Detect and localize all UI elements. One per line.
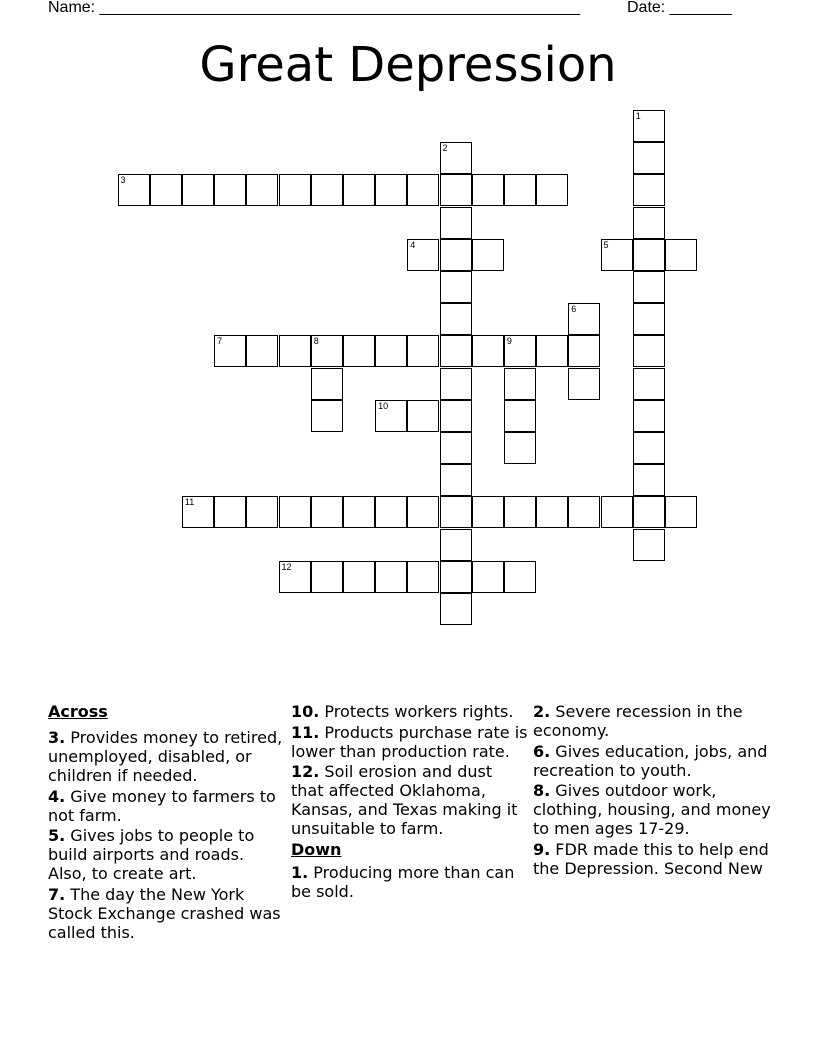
grid-cell[interactable] (440, 142, 472, 174)
clue-number-label: 11 (184, 497, 195, 508)
grid-cell[interactable] (279, 496, 311, 528)
grid-cell[interactable] (407, 239, 439, 271)
grid-cell[interactable] (440, 400, 472, 432)
grid-cell[interactable] (375, 174, 407, 206)
clue-down-1 (291, 863, 529, 901)
grid-cell[interactable] (601, 496, 633, 528)
grid-cell[interactable] (311, 335, 343, 367)
grid-cell[interactable] (440, 464, 472, 496)
clue-text: Give money to farmers to not farm. (48, 786, 276, 825)
grid-cell[interactable] (343, 335, 375, 367)
clue-text: Soil erosion and dust that affected Oklahoma, Kansas, and Texas making it unsuitable to farm. (291, 762, 518, 838)
grid-cell[interactable] (311, 174, 343, 206)
clue-number: 1. (291, 862, 309, 882)
grid-cell[interactable] (633, 496, 665, 528)
clue-down-8 (533, 781, 778, 838)
grid-cell[interactable] (440, 529, 472, 561)
clue-text: FDR made this to help end the Depression. Second New (533, 839, 769, 878)
clue-across-5 (48, 826, 286, 883)
grid-cell[interactable] (440, 496, 472, 528)
grid-cell[interactable] (343, 496, 375, 528)
grid-cell[interactable] (472, 239, 504, 271)
grid-cell[interactable] (633, 207, 665, 239)
grid-cell[interactable] (536, 174, 568, 206)
clue-number-label: 5 (603, 239, 609, 250)
clue-across-7 (48, 885, 286, 942)
grid-cell[interactable] (504, 400, 536, 432)
grid-cell[interactable] (182, 174, 214, 206)
grid-cell[interactable] (440, 335, 472, 367)
clue-number-label: 3 (120, 175, 126, 186)
clue-text: Provides money to retired, unemployed, disabled, or children if needed. (48, 728, 283, 785)
grid-cell[interactable] (246, 335, 278, 367)
clue-text: Gives education, jobs, and recreation to youth. (533, 741, 768, 780)
clue-number-label: 2 (442, 143, 448, 154)
grid-cell[interactable] (440, 174, 472, 206)
clue-down-9 (533, 840, 778, 878)
grid-cell[interactable] (440, 207, 472, 239)
grid-cell[interactable] (279, 174, 311, 206)
clue-number: 9. (533, 839, 551, 859)
grid-cell[interactable] (633, 529, 665, 561)
grid-cell[interactable] (214, 335, 246, 367)
clue-number: 5. (48, 826, 66, 845)
clue-number-label: 9 (506, 336, 512, 347)
clue-number: 6. (533, 741, 551, 761)
clue-number: 2. (533, 702, 551, 721)
grid-cell[interactable] (633, 142, 665, 174)
clue-across-4 (48, 787, 286, 825)
grid-cell[interactable] (472, 496, 504, 528)
grid-cell[interactable] (440, 271, 472, 303)
grid-cell[interactable] (311, 368, 343, 400)
puzzle-title: Great Depression (199, 37, 617, 93)
grid-cell[interactable] (504, 432, 536, 464)
clue-text: Severe recession in the economy. (533, 702, 743, 740)
clue-column-2 (291, 702, 529, 902)
down-heading: Down (291, 839, 342, 859)
grid-cell[interactable] (601, 239, 633, 271)
grid-cell[interactable] (407, 496, 439, 528)
grid-cell[interactable] (214, 174, 246, 206)
grid-cell[interactable] (375, 496, 407, 528)
grid-cell[interactable] (407, 400, 439, 432)
clue-number: 8. (533, 781, 551, 800)
clue-number-label: 8 (313, 336, 319, 347)
name-field-label[interactable]: Name: ______________________________________________________ (48, 0, 581, 16)
grid-cell[interactable] (311, 561, 343, 593)
clue-number: 11. (291, 722, 320, 742)
clue-number-label: 1 (635, 111, 641, 121)
grid-cell[interactable] (182, 496, 214, 528)
grid-cell[interactable] (633, 303, 665, 335)
grid-cell[interactable] (375, 335, 407, 367)
grid-cell[interactable] (633, 464, 665, 496)
grid-cell[interactable] (568, 335, 600, 367)
grid-cell[interactable] (504, 496, 536, 528)
grid-cell[interactable] (504, 174, 536, 206)
clue-down-2 (533, 702, 778, 740)
grid-cell[interactable] (440, 561, 472, 593)
grid-cell[interactable] (375, 400, 407, 432)
clue-number-label: 7 (217, 336, 223, 347)
grid-cell[interactable] (311, 496, 343, 528)
grid-cell[interactable] (440, 239, 472, 271)
grid-cell[interactable] (633, 335, 665, 367)
clue-number: 10. (291, 702, 320, 721)
grid-cell[interactable] (633, 432, 665, 464)
grid-cell[interactable] (633, 368, 665, 400)
clue-across-12 (291, 762, 529, 838)
grid-cell[interactable] (472, 561, 504, 593)
clue-number-label: 12 (281, 561, 292, 572)
grid-cell[interactable] (440, 368, 472, 400)
clue-across-11 (291, 723, 529, 761)
clue-number: 3. (48, 728, 66, 747)
grid-cell[interactable] (407, 561, 439, 593)
across-heading: Across (48, 702, 108, 721)
grid-cell[interactable] (504, 561, 536, 593)
grid-cell[interactable] (150, 174, 182, 206)
clue-text: The day the New York Stock Exchange crashed was called this. (48, 884, 281, 942)
grid-cell[interactable] (633, 400, 665, 432)
clue-text: Producing more than can be sold. (291, 862, 515, 901)
grid-cell[interactable] (440, 593, 472, 625)
clue-number-label: 6 (571, 304, 577, 315)
grid-cell[interactable] (536, 335, 568, 367)
grid-cell[interactable] (440, 303, 472, 335)
grid-cell[interactable] (633, 271, 665, 303)
grid-cell[interactable] (375, 561, 407, 593)
grid-cell[interactable] (246, 496, 278, 528)
grid-cell[interactable] (472, 174, 504, 206)
grid-cell[interactable] (279, 335, 311, 367)
clue-number: 7. (48, 884, 66, 904)
grid-cell[interactable] (472, 335, 504, 367)
clue-number-label: 4 (410, 239, 416, 250)
date-field-label[interactable]: Date: _______ (627, 0, 732, 16)
clue-column-3 (533, 702, 778, 879)
clue-text: Products purchase rate is lower than production rate. (291, 722, 528, 761)
grid-cell[interactable] (504, 368, 536, 400)
clue-text: Protects workers rights. (319, 702, 514, 721)
grid-cell[interactable] (440, 432, 472, 464)
grid-cell[interactable] (343, 561, 375, 593)
grid-cell[interactable] (536, 496, 568, 528)
clue-column-1 (48, 702, 286, 943)
clue-down-6 (533, 742, 778, 780)
grid-cell[interactable] (568, 496, 600, 528)
grid-cell[interactable] (407, 174, 439, 206)
grid-cell[interactable] (633, 239, 665, 271)
grid-cell[interactable] (279, 561, 311, 593)
grid-cell[interactable] (665, 496, 697, 528)
grid-cell[interactable] (568, 303, 600, 335)
grid-cell[interactable] (246, 174, 278, 206)
grid-cell[interactable] (665, 239, 697, 271)
clue-across-3 (48, 728, 286, 785)
clue-text: Gives outdoor work, clothing, housing, and money to men ages 17-29. (533, 781, 771, 838)
clue-across-10 (291, 702, 529, 721)
clue-text: Gives jobs to people to build airports and roads. Also, to create art. (48, 826, 255, 883)
grid-cell[interactable] (568, 368, 600, 400)
grid-cell[interactable] (214, 496, 246, 528)
clue-number: 12. (291, 762, 320, 781)
grid-cell[interactable] (633, 174, 665, 206)
grid-cell[interactable] (407, 335, 439, 367)
grid-cell[interactable] (343, 174, 375, 206)
clue-number: 4. (48, 786, 66, 806)
grid-cell[interactable] (633, 110, 665, 142)
grid-cell[interactable] (311, 400, 343, 432)
grid-cell[interactable] (118, 174, 150, 206)
clue-number-label: 10 (378, 400, 389, 411)
grid-cell[interactable] (504, 335, 536, 367)
